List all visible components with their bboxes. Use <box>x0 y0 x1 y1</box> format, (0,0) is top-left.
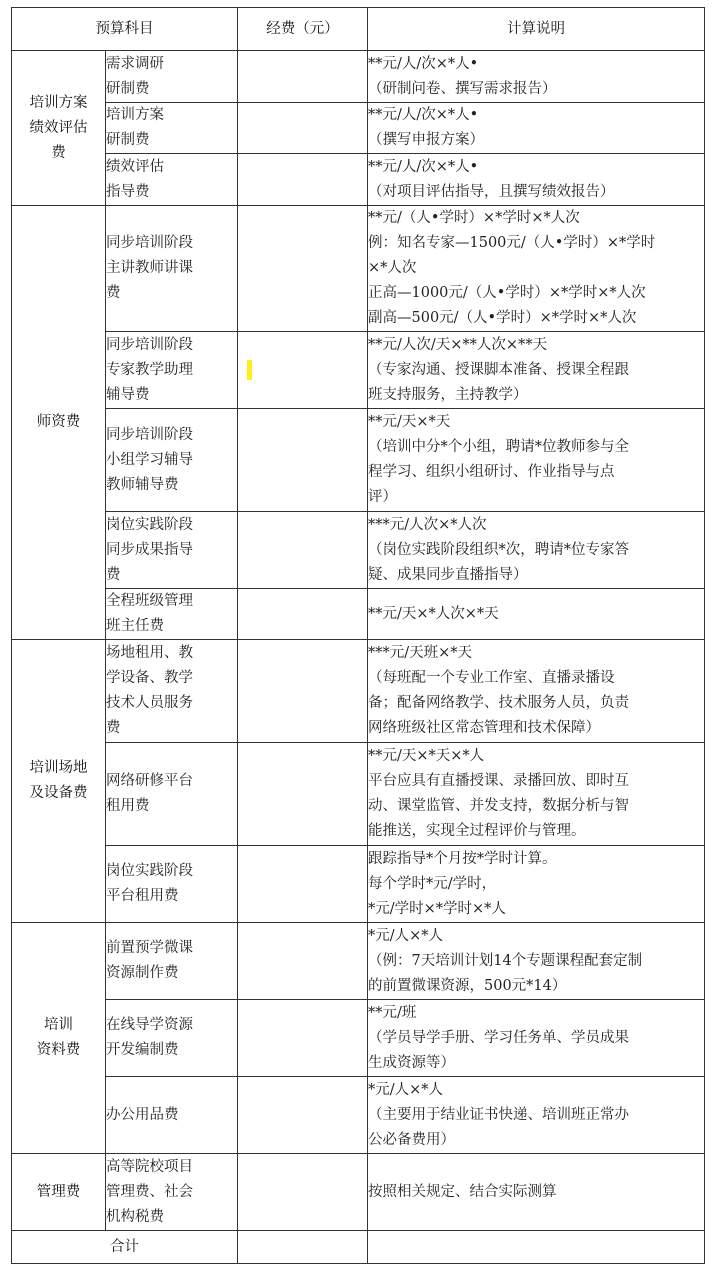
text-line: 专家教学助理 <box>106 361 193 378</box>
item-cell <box>106 512 238 589</box>
text-line: **元/人次/天×**人次×**天 <box>368 336 548 353</box>
text-line: （学员导学手册、学习任务单、学员成果 <box>368 1029 629 1046</box>
budget-table <box>11 7 705 1264</box>
text-line: **元/班 <box>368 1004 417 1021</box>
category-cell <box>12 923 106 1154</box>
text-line: 绩效评估 <box>106 158 164 175</box>
text-line: 办公用品费 <box>106 1106 179 1123</box>
text-line: 技术人员服务 <box>106 695 193 711</box>
fee-cell[interactable] <box>238 103 368 154</box>
text-line: 场地租用、教 <box>106 645 193 661</box>
table-row <box>12 1077 705 1154</box>
text-line: 备；配备网络教学、技术服务人员，负责 <box>368 695 629 711</box>
table-header-row <box>12 8 705 51</box>
fee-cell[interactable] <box>238 409 368 512</box>
text-line: ***元/人次×*人次 <box>368 516 487 533</box>
item-cell <box>106 846 238 923</box>
text-line: *元/人×*人 <box>368 927 444 944</box>
fee-cell[interactable] <box>238 640 368 743</box>
text-line: ***元/天班×*天 <box>368 645 473 661</box>
text-line: 培训方案 <box>106 107 164 123</box>
fee-cell[interactable] <box>238 1154 368 1231</box>
table-body <box>12 51 705 1231</box>
table-row <box>12 103 705 154</box>
text-line: 师资费 <box>36 414 81 430</box>
description-cell <box>368 589 705 640</box>
text-line: 研制费 <box>106 80 150 97</box>
text-line: 副高—500元/（人•学时）×*学时×*人次 <box>368 310 637 326</box>
text-line: （每班配一个专业工作室、直播录播设 <box>368 670 615 686</box>
fee-cell[interactable] <box>238 923 368 1000</box>
table-row <box>12 332 705 409</box>
table-row <box>12 154 705 206</box>
text-line: （对项目评估指导，且撰写绩效报告） <box>368 183 615 200</box>
text-line: 全程班级管理 <box>106 593 193 609</box>
text-line: （岗位实践阶段组织*次，聘请*位专家答 <box>368 541 629 558</box>
text-line: 管理费、社会 <box>106 1183 193 1200</box>
text-line: **元/人/次×*人• <box>368 107 479 123</box>
table-row <box>12 1154 705 1231</box>
text-line: 公必备费用） <box>368 1131 455 1148</box>
text-line: 同步培训阶段 <box>106 336 193 353</box>
fee-cell[interactable] <box>238 154 368 206</box>
text-line: 前置预学微课 <box>106 940 193 956</box>
text-line: 研制费 <box>106 132 150 148</box>
text-line: 生成资源等） <box>368 1054 455 1071</box>
description-cell <box>368 743 705 846</box>
text-line: 疑、成果同步直播指导） <box>368 566 528 583</box>
text-line: 高等院校项目 <box>106 1158 193 1175</box>
table-row <box>12 923 705 1000</box>
text-line: 资料费 <box>36 1042 81 1058</box>
table-row <box>12 743 705 846</box>
total-row <box>12 1231 705 1264</box>
description-cell <box>368 846 705 923</box>
item-cell <box>106 1154 238 1231</box>
text-line: 指导费 <box>106 183 150 200</box>
text-line: （培训中分*个小组，聘请*位教师参与全 <box>368 439 629 455</box>
item-cell <box>106 154 238 206</box>
description-cell <box>368 51 705 103</box>
total-desc-cell <box>368 1231 705 1264</box>
text-line: （研制问卷、撰写需求报告） <box>368 80 557 97</box>
text-line: 培训方案 <box>29 94 88 111</box>
text-line: （专家沟通、授课脚本准备、授课全程跟 <box>368 361 629 378</box>
text-line: 跟踪指导*个月按*学时计算。 <box>368 850 557 867</box>
description-cell <box>368 1000 705 1077</box>
fee-cell[interactable] <box>238 1000 368 1077</box>
fee-cell[interactable] <box>238 1077 368 1154</box>
description-cell <box>368 512 705 589</box>
description-cell <box>368 154 705 206</box>
header-fee: 经费（元） <box>238 8 368 51</box>
item-cell <box>106 51 238 103</box>
table-row <box>12 409 705 512</box>
text-line: **元/（人•学时）×*学时×*人次 <box>368 210 580 226</box>
description-cell <box>368 1154 705 1231</box>
text-line: 在线导学资源 <box>106 1017 193 1033</box>
text-line: 机构税费 <box>106 1208 164 1225</box>
text-line: 培训 <box>44 1017 73 1033</box>
text-line: 程学习、组织小组研讨、作业指导与点 <box>368 464 615 480</box>
item-cell <box>106 923 238 1000</box>
text-line: **元/人/次×*人• <box>368 158 479 175</box>
item-cell <box>106 332 238 409</box>
text-line: **元/天×*人次×*天 <box>368 605 499 622</box>
text-line: 辅导费 <box>106 386 150 403</box>
text-line: *元/学时×*学时×*人 <box>368 900 506 917</box>
item-cell <box>106 409 238 512</box>
text-line: 培训场地 <box>29 760 88 776</box>
fee-cell[interactable] <box>238 743 368 846</box>
text-line: 按照相关规定、结合实际测算 <box>368 1183 557 1200</box>
text-line: 例：知名专家—1500元/（人•学时）×*学时 <box>368 235 656 251</box>
fee-cell[interactable] <box>238 332 368 409</box>
text-line: 岗位实践阶段 <box>106 863 193 879</box>
text-line: 管理费 <box>36 1183 81 1200</box>
item-cell <box>106 1000 238 1077</box>
text-line: 资源制作费 <box>106 965 179 981</box>
table-row <box>12 1000 705 1077</box>
text-line: **元/人/次×*人• <box>368 55 479 72</box>
text-cursor-highlight <box>247 360 252 380</box>
text-line: 主讲教师讲课 <box>106 260 193 276</box>
text-line: 岗位实践阶段 <box>106 516 193 533</box>
fee-cell[interactable] <box>238 206 368 332</box>
header-description: 计算说明 <box>368 8 705 51</box>
total-fee-cell <box>238 1231 368 1264</box>
text-line: 费 <box>106 285 121 301</box>
text-line: 的前置微课资源，500元*14） <box>368 977 567 994</box>
text-line: 租用费 <box>106 798 150 814</box>
text-line: 动、课堂监管、并发支持，数据分析与智 <box>368 798 629 814</box>
total-label: 合计 <box>12 1231 238 1264</box>
text-line: ×*人次 <box>368 260 417 276</box>
item-cell <box>106 206 238 332</box>
text-line: 平台应具有直播授课、录播回放、即时互 <box>368 773 629 789</box>
fee-cell[interactable] <box>238 51 368 103</box>
description-cell <box>368 206 705 332</box>
category-cell <box>12 51 106 206</box>
description-cell <box>368 1077 705 1154</box>
text-line: **元/天×*天 <box>368 414 451 430</box>
table-row <box>12 51 705 103</box>
text-line: 及设备费 <box>29 785 88 801</box>
text-line: （主要用于结业证书快递、培训班正常办 <box>368 1106 629 1123</box>
text-line: 费 <box>51 144 66 161</box>
text-line: 网络班级社区常态管理和技术保障） <box>368 720 600 736</box>
category-cell <box>12 640 106 923</box>
text-line: 学设备、教学 <box>106 670 193 686</box>
text-line: 班支持服务，主持教学） <box>368 386 528 403</box>
text-line: *元/人×*人 <box>368 1081 444 1098</box>
text-line: 平台租用费 <box>106 888 179 904</box>
text-line: 教师辅导费 <box>106 476 179 493</box>
text-line: 能推送，实现全过程评价与管理。 <box>368 823 586 839</box>
text-line: 费 <box>106 566 121 583</box>
text-line: 小组学习辅导 <box>106 451 193 468</box>
text-line: 同步成果指导 <box>106 541 193 558</box>
text-line: 班主任费 <box>106 618 164 634</box>
category-cell <box>12 1154 106 1231</box>
text-line: 需求调研 <box>106 55 164 72</box>
text-line: 网络研修平台 <box>106 773 193 789</box>
item-cell <box>106 640 238 743</box>
description-cell <box>368 409 705 512</box>
description-cell <box>368 923 705 1000</box>
description-cell <box>368 640 705 743</box>
text-line: 费 <box>106 720 121 736</box>
category-cell <box>12 206 106 640</box>
item-cell <box>106 103 238 154</box>
text-line: （撰写申报方案） <box>368 132 484 148</box>
text-line: （例：7天培训计划14个专题课程配套定制 <box>368 952 643 969</box>
text-line: 每个学时*元/学时， <box>368 875 497 892</box>
table-row <box>12 846 705 923</box>
item-cell <box>106 589 238 640</box>
text-line: **元/天×*天×*人 <box>368 748 485 764</box>
text-line: 同步培训阶段 <box>106 426 193 443</box>
table-row <box>12 640 705 743</box>
table-row <box>12 512 705 589</box>
text-line: 同步培训阶段 <box>106 235 193 251</box>
table-row <box>12 589 705 640</box>
fee-cell[interactable] <box>238 512 368 589</box>
table-row <box>12 206 705 332</box>
text-line: 评） <box>368 489 397 505</box>
description-cell <box>368 332 705 409</box>
item-cell <box>106 743 238 846</box>
fee-cell[interactable] <box>238 846 368 923</box>
text-line: 绩效评估 <box>29 119 88 136</box>
item-cell <box>106 1077 238 1154</box>
fee-cell[interactable] <box>238 589 368 640</box>
text-line: 开发编制费 <box>106 1042 179 1058</box>
description-cell <box>368 103 705 154</box>
header-subject: 预算科目 <box>12 8 238 51</box>
text-line: 正高—1000元/（人•学时）×*学时×*人次 <box>368 285 646 301</box>
